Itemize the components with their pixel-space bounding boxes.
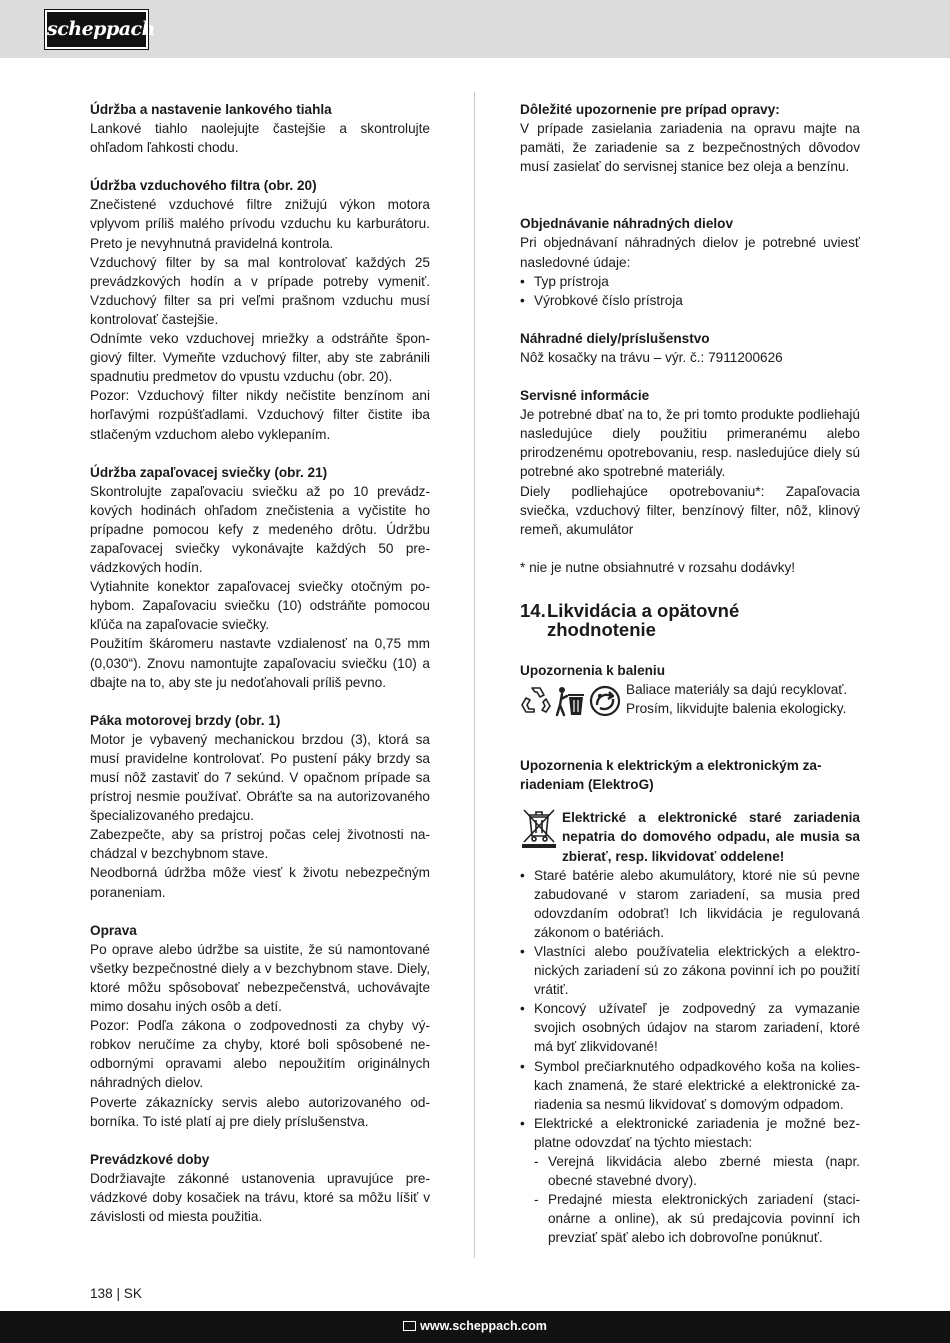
paragraph: Neodborná údržba môže viesť k životu nebezpečným poraneniam. — [90, 865, 430, 900]
spare-parts-title: Náhradné diely/príslušenstvo — [520, 330, 710, 346]
weee-warning: Elektrické a elektronické staré zariadenia nepatria do domového odpadu, ale musia sa zbierať, resp. likvidovať oddelene! — [562, 810, 860, 864]
wear-parts-text: Diely podliehajúce opotrebovaniu*: Zapaľovacia sviečka, vzduchový filter, benzínový filter, nôž, klinový remeň, akumulátor — [520, 483, 860, 537]
packaging-text-1: Baliace materiály sa dajú recyklovať. — [626, 681, 848, 697]
spare-parts-text: Nôž kosačky na trávu – výr. č.: 7911200626 — [520, 349, 783, 365]
recycling-arrows-icon — [588, 685, 622, 717]
computer-icon — [403, 1321, 416, 1331]
paragraph: Skontrolujte zapaľovaciu sviečku až po 10 prevádzkových hodinách ohľadom znečistenia a vyčistite ho prípadne pomocou kefy z medeného drôtu. Údržbu zapaľovacej sviečky vykonávajte každých 50 prevádzkových hodín. — [90, 483, 430, 576]
paragraph: Pozor: Podľa zákona o zodpovednosti za chyby výrobkov neručíme za chyby, ktoré boli spôsobené neodbornými opravami alebo nepoužitím originálnych náhradných dielov. — [90, 1018, 430, 1091]
list-item: • Elektrické a elektronické zariadenia je možné bezplatne odovzdať na týchto miestach: - Verejná likvidácia alebo zberné miesta (napr. obecné stavebné dvory). - Predajné miesta elektronických zariadení (stacionárne a online), ak sú predajcovia povinní ich prevziať späť alebo ich dobrovoľne ponúknuť. — [520, 1114, 860, 1248]
section-heading: Oprava — [90, 922, 137, 938]
packaging-icons — [520, 680, 626, 717]
delivery-note: * nie je nutne obsiahnutré v rozsahu dodávky! — [520, 559, 796, 575]
trash-person-icon — [555, 685, 585, 717]
column-divider — [474, 92, 475, 1258]
paragraph: Lankové tiahlo naolejujte častejšie a skontrolujte ohľadom ľahkosti chodu. — [90, 121, 430, 156]
footer-band — [0, 1311, 950, 1343]
section-heading: Údržba zapaľovacej sviečky (obr. 21) — [90, 464, 328, 480]
section-heading: Prevádzkové doby — [90, 1151, 210, 1167]
paragraph: Zabezpečte, aby sa prístroj počas celej životnosti nachádzal v bezchybnom stave. — [90, 827, 430, 862]
chapter-number: 14. — [520, 599, 546, 621]
section-heading: Údržba vzduchového filtra (obr. 20) — [90, 178, 317, 194]
paragraph: Dodržiavajte zákonné ustanovenia upravujúce prevádzkové doby kosačiek na trávu, ktoré sa môžu líšiť v závislosti od miesta použitia. — [90, 1170, 430, 1224]
packaging-text-2: Prosím, likvidujte balenia ekologicky. — [626, 701, 847, 717]
service-info-text: Je potrebné dbať na to, že pri tomto produkte podliehajú nasledujúce diely použitiu primeranému alebo prirodzenému opotrebovaniu, resp. nasledujúce diely sú potrebné ako spotrebné materiály. — [520, 407, 860, 480]
list-item: • Typ prístroja — [520, 272, 860, 291]
collection-points-list — [534, 1152, 860, 1247]
list-item: • Koncový užívateľ je zodpovedný za vymazanie svojich osobných údajov na starom zariadení, ktoré má byť zlikvidované! — [520, 999, 860, 1056]
paragraph: Použitím škáromeru nastavte vzdialenosť na 0,75 mm (0,030“). Znovu namontujte zapaľovaciu sviečku (10) a dbajte na to, aby ste ju nedoťahovali príliš pevno. — [90, 636, 430, 690]
section-heading: Údržba a nastavenie lankového tiahla — [90, 102, 332, 117]
list-item: - Verejná likvidácia alebo zberné miesta (napr. obecné stavebné dvory). — [534, 1152, 860, 1190]
website-link[interactable]: www.scheppach.com — [420, 1319, 547, 1333]
scheppach-logo: scheppach — [45, 10, 148, 49]
weee-row — [520, 808, 860, 865]
list-item: - Predajné miesta elektronických zariadení (stacionárne a online), ak sú predajcovia povinní ich prevziať späť alebo ich dobrovoľne ponúknuť. — [534, 1190, 860, 1247]
packaging-row — [520, 680, 860, 718]
paragraph: Motor je vybavený mechanickou brzdou (3), ktorá sa musí pravidelne kontrolovať. Po pustení páky brzdy sa musí nôž zastaviť do 7 sekúnd. V opačnom prípade sa prístroj nesmie používať. Obráťte sa na autorizovaného špecializovaného predajcu. — [90, 731, 430, 824]
repair-notice-text: V prípade zasielania zariadenia na opravu majte na pamäti, že zariadenie sa z bezpečnostných dôvodov musí zasielať do servisnej stanice bez oleja a benzínu. — [520, 121, 860, 175]
section-heading: Páka motorovej brzdy (obr. 1) — [90, 712, 281, 728]
recycle-icon — [520, 685, 552, 715]
weee-list — [520, 866, 860, 1248]
repair-notice-title: Dôležité upozornenie pre prípad opravy: — [520, 102, 780, 117]
paragraph: Znečistené vzduchové filtre znižujú výkon motora vplyvom príliš malého prívodu vzduchu ku karburátoru. Preto je nevyhnutná pravidelná kontrola. — [90, 197, 430, 251]
list-item: • Výrobkové číslo prístroja — [520, 291, 860, 310]
crossed-bin-icon — [520, 808, 558, 848]
spare-order-list — [520, 272, 860, 310]
chapter-heading — [520, 601, 860, 639]
page-number: 138 | SK — [90, 1286, 142, 1301]
spare-order-title: Objednávanie náhradných dielov — [520, 216, 734, 232]
list-item: • Staré batérie alebo akumulátory, ktoré nie sú pevne zabudované v starom zariadení, sa musia pred odovzdaním odobrať! Ich likvidácia je regulovaná zákonom o batériách. — [520, 866, 860, 942]
spare-order-text: Pri objednávaní náhradných dielov je potrebné uviesť nasledovné údaje: — [520, 235, 860, 270]
paragraph: Pozor: Vzduchový filter nikdy nečistite benzínom ani horľavými rozpúšťadlami. Vzduchový filter čistite iba stlačeným vzduchom alebo vyklepaním. — [90, 388, 430, 442]
paragraph: Poverte zákaznícky servis alebo autorizovaného odborníka. To isté platí aj pre diely príslušenstva. — [90, 1094, 430, 1129]
right-column — [520, 100, 860, 1248]
weee-title: Upozornenia k elektrickým a elektronickým zariadeniam (ElektroG) — [520, 758, 822, 793]
service-info-title: Servisné informácie — [520, 388, 650, 404]
header-band — [0, 0, 950, 58]
paragraph: Po oprave alebo údržbe sa uistite, že sú namontované všetky bezpečnostné diely a v bezchybnom stave. Diely, ktoré môžu spôsobovať nebezpečenstvá, uchovávajte mimo dosahu iných osôb a detí. — [90, 941, 430, 1015]
chapter-title-line-1: Likvidácia a opätovné — [547, 599, 740, 621]
paragraph: Odnímte veko vzduchovej mriežky a odstráňte špongiový filter. Vymeňte vzduchový filter, aby ste zabránili spadnutiu predmetov do vpustu vzduchu (obr. 20). — [90, 331, 430, 385]
list-item: • Vlastníci alebo používatelia elektrických a elektronických zariadení sú zo zákona povinní ich po použití vrátiť. — [520, 942, 860, 999]
list-item: • Symbol prečiarknutého odpadkového koša na kolieskach znamená, že staré elektrické a elektronické zariadenia sa nesmú likvidovať s domovým odpadom. — [520, 1057, 860, 1114]
paragraph: Vytiahnite konektor zapaľovacej sviečky otočným pohybom. Zapaľovaciu sviečku (10) odstráňte pomocou kľúča na zapaľovacie sviečky. — [90, 579, 430, 633]
packaging-title: Upozornenia k baleniu — [520, 662, 666, 678]
left-column — [90, 100, 430, 1226]
chapter-title-line-2: zhodnotenie — [547, 618, 656, 640]
paragraph: Vzduchový filter by sa mal kontrolovať každých 25 prevádzkových hodín a v prípade potreby vymeniť. Vzduchový filter sa pri veľmi prašnom vzduchu musí kontrolovať častejšie. — [90, 254, 430, 327]
